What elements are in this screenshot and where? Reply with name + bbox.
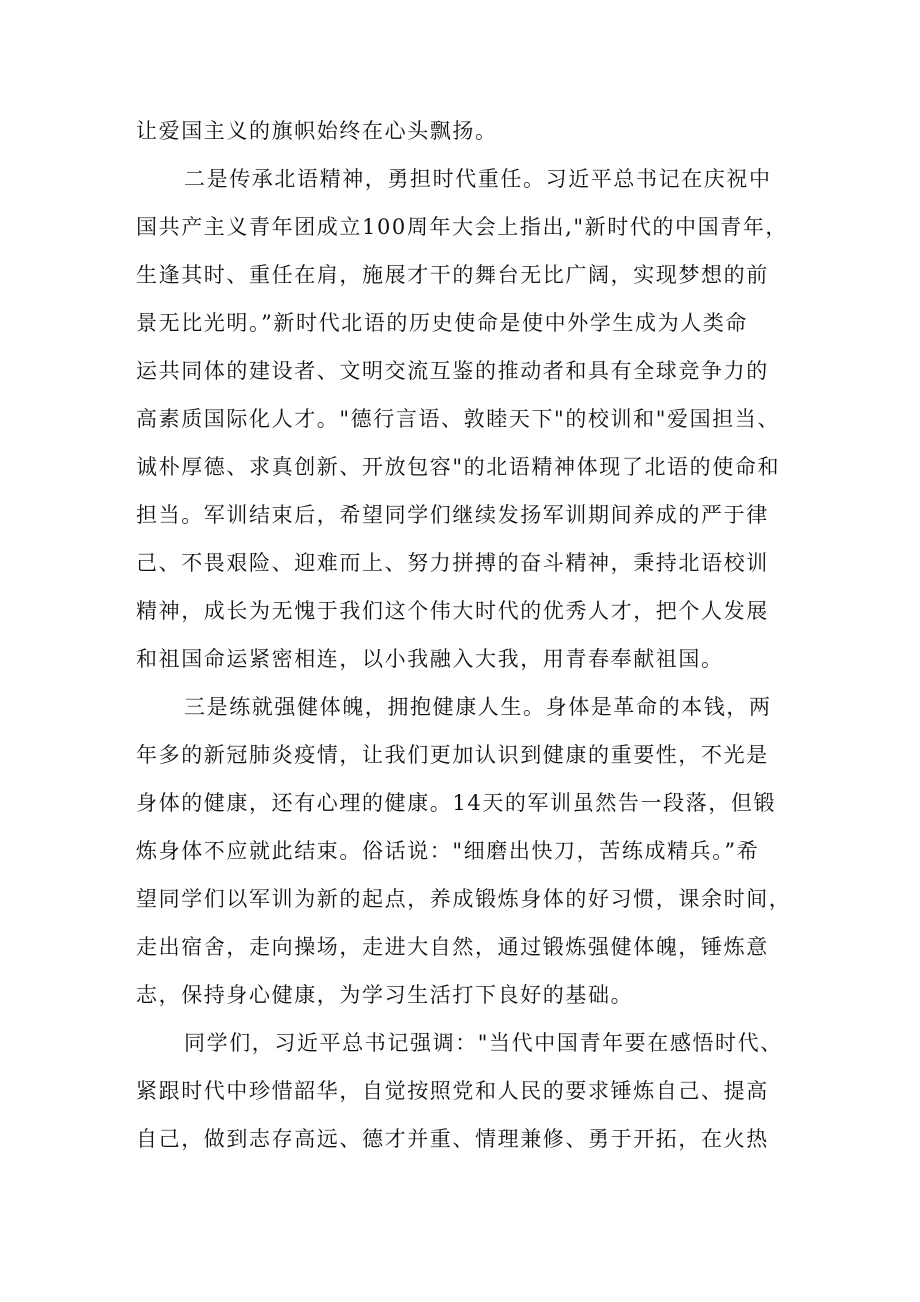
text-line: 年多的新冠肺炎疫情，让我们更加认识到健康的重要性，不光是 (136, 743, 769, 767)
paragraph-first-line: 三是练就强健体魄，拥抱健康人生。身体是革命的本钱，两 (184, 695, 772, 719)
text-line: 诚朴厚德、求真创新、开放包容"的北语精神体现了北语的使命和 (136, 455, 781, 479)
text-line: 高素质国际化人才。"德行言语、敦睦天下"的校训和"爱国担当、 (136, 407, 780, 431)
paragraph-first-line: 同学们，习近平总书记强调："当代中国青年要在感悟时代、 (184, 1031, 783, 1055)
text-line: 和祖国命运紧密相连，以小我融入大我，用青春奉献祖国。 (136, 647, 724, 671)
text-line: 生逢其时、重任在肩，施展才干的舞台无比广阔，实现梦想的前 (136, 263, 769, 287)
text-line: 担当。军训结束后，希望同学们继续发扬军训期间养成的严于律 (136, 503, 769, 527)
text-line: 炼身体不应就此结束。俗话说："细磨出快刀，苦练成精兵。”希 (136, 839, 760, 863)
text-line: 精神，成长为无愧于我们这个伟大时代的优秀人才，把个人发展 (136, 599, 769, 623)
text-line: 志，保持身心健康，为学习生活打下良好的基础。 (136, 983, 634, 1007)
text-line: 让爱国主义的旗帜始终在心头飘扬。 (136, 119, 498, 143)
paragraph-first-line: 二是传承北语精神，勇担时代重任。习近平总书记在庆祝中 (184, 167, 772, 191)
text-line: 紧跟时代中珍惜韶华，自觉按照党和人民的要求锤炼自己、提高 (136, 1079, 769, 1103)
document-body (136, 107, 796, 1163)
text-line: 身体的健康，还有心理的健康。14天的军训虽然告一段落，但锻 (136, 791, 777, 815)
text-line: 运共同体的建设者、文明交流互鉴的推动者和具有全球竞争力的 (136, 359, 769, 383)
text-line: 自己，做到志存高远、德才并重、情理兼修、勇于开拓，在火热 (136, 1127, 769, 1151)
text-line: 望同学们以军训为新的起点，养成锻炼身体的好习惯，课余时间， (136, 887, 792, 911)
text-line: 己、不畏艰险、迎难而上、努力拼搏的奋斗精神，秉持北语校训 (136, 551, 769, 575)
text-line: 景无比光明。”新时代北语的历史使命是使中外学生成为人类命 (136, 311, 749, 335)
text-line: 国共产主义青年团成立100周年大会上指出,"新时代的中国青年， (136, 215, 789, 239)
text-line: 走出宿舍，走向操场，走进大自然，通过锻炼强健体魄，锤炼意 (136, 935, 769, 959)
